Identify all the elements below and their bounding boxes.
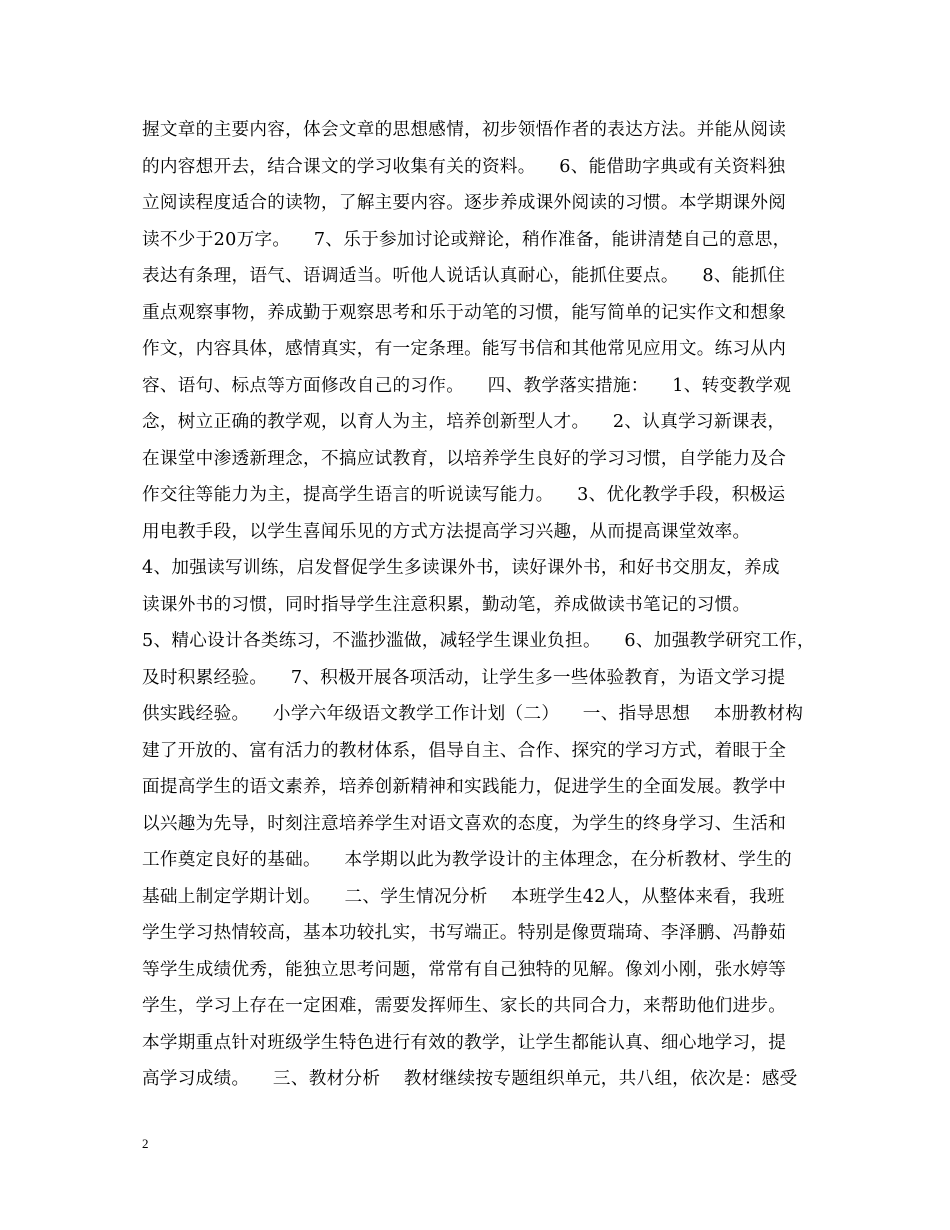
body-text (142, 112, 822, 1098)
text-line: 读不少于20万字。 7、乐于参加讨论或辩论，稍作准备，能讲清楚自己的意思， (142, 229, 791, 250)
text-line: 5、精心设计各类练习，不滥抄滥做，减轻学生课业负担。 6、加强教学研究工作， (142, 631, 815, 651)
text-line: 表达有条理，语气、语调适当。听他人说话认真耐心，能抓住要点。 8、能抓住 (142, 266, 786, 286)
text-line: 念，树立正确的教学观，以育人为主，培养创新型人才。 2、认真学习新课表， (142, 412, 786, 432)
text-line: 重点观察事物，养成勤于观察思考和乐于动笔的习惯，能写简单的记实作文和想象 (142, 302, 787, 323)
text-line: 作交往等能力为主，提高学生语言的听说读写能力。 3、优化教学手段，积极运 (142, 485, 786, 505)
text-line: 本学期重点针对班级学生特色进行有效的教学，让学生都能认真、细心地学习，提 (142, 1032, 787, 1053)
text-line: 4、加强读写训练，启发督促学生多读课外书，读好课外书，和好书交朋友，养成 (142, 558, 780, 578)
text-line: 工作奠定良好的基础。 本学期以此为教学设计的主体理念，在分析教材、学生的 (142, 850, 792, 870)
text-line: 握文章的主要内容，体会文章的思想感情，初步领悟作者的表达方法。并能从阅读 (142, 120, 787, 140)
text-line: 的内容想开去，结合课文的学习收集有关的资料。 6、能借助字典或有关资料独 (142, 156, 786, 177)
text-line: 在课堂中渗透新理念，不搞应试教育，以培养学生良好的学习习惯，自学能力及合 (142, 448, 787, 469)
page-number: 2 (142, 1136, 149, 1151)
text-line: 立阅读程度适合的读物，了解主要内容。逐步养成课外阅读的习惯。本学期课外阅 (142, 193, 787, 213)
text-line: 建了开放的、富有活力的教材体系，倡导自主、合作、探究的学习方式，着眼于全 (142, 740, 787, 761)
text-line: 基础上制定学期计划。 二、学生情况分析 本班学生42人，从整体来看，我班 (142, 886, 785, 907)
text-line: 高学习成绩。 三、教材分析 教材继续按专题组织单元，共八组，依次是：感受 (142, 1069, 798, 1089)
text-line: 学生学习热情较高，基本功较扎实，书写端正。特别是像贾瑞琦、李泽鹏、冯静茹 (142, 923, 787, 943)
text-line: 学生，学习上存在一定困难，需要发挥师生、家长的共同合力，来帮助他们进步。 (142, 996, 787, 1016)
text-line: 读课外书的习惯，同时指导学生注意积累，勤动笔，养成做读书笔记的习惯。 (142, 594, 751, 615)
text-line: 及时积累经验。 7、积极开展各项活动，让学生多一些体验教育，为语文学习提 (142, 667, 786, 688)
text-line: 作文，内容具体，感情真实，有一定条理。能写书信和其他常见应用文。练习从内 (142, 339, 787, 359)
text-line: 等学生成绩优秀，能独立思考问题，常常有自己独特的见解。像刘小刚，张水婷等 (142, 959, 787, 980)
text-line: 以兴趣为先导，时刻注意培养学生对语文喜欢的态度，为学生的终身学习、生活和 (142, 813, 787, 834)
text-line: 面提高学生的语文素养，培养创新精神和实践能力，促进学生的全面发展。教学中 (142, 777, 787, 797)
text-line: 容、语句、标点等方面修改自己的习作。 四、教学落实措施： 1、转变教学观 (142, 375, 792, 396)
text-line: 供实践经验。 小学六年级语文教学工作计划（二） 一、指导思想 本册教材构 (142, 704, 804, 724)
text-line: 用电教手段，以学生喜闻乐见的方式方法提高学习兴趣，从而提高课堂效率。 (142, 521, 751, 542)
